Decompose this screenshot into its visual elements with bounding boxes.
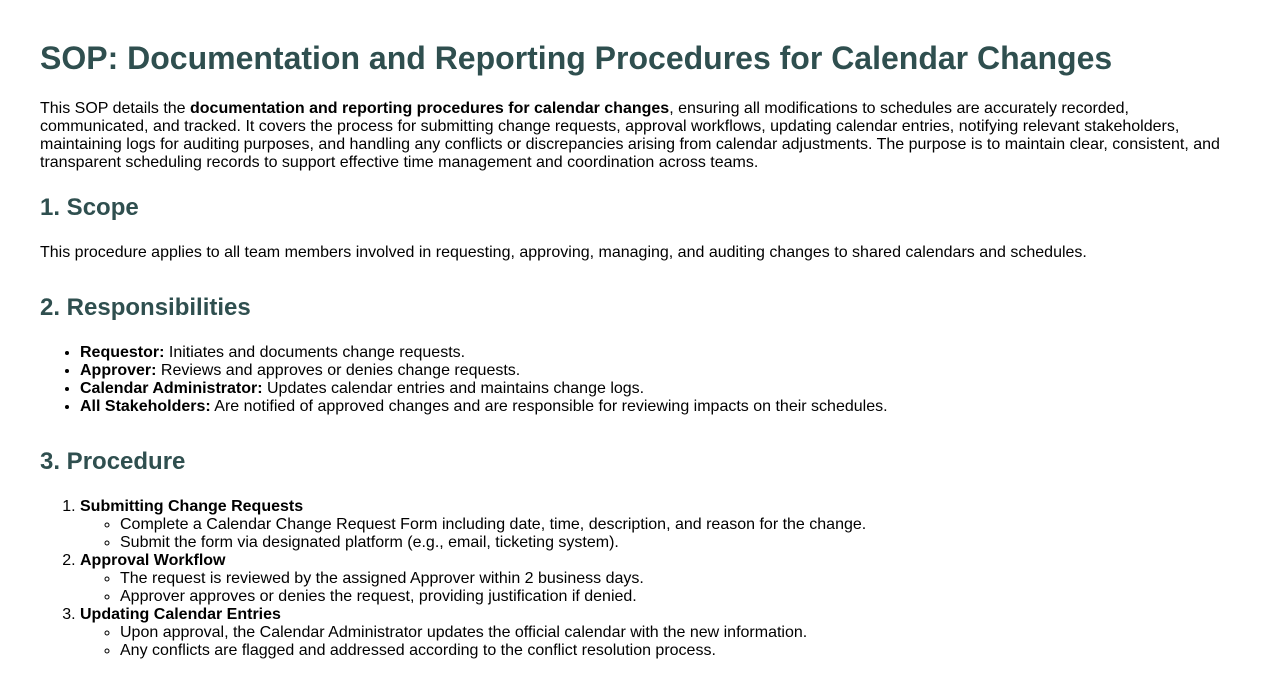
role-description: Reviews and approves or denies change requests. xyxy=(156,362,521,379)
responsibilities-list xyxy=(40,344,1223,416)
substep-item: ◦ Submit the form via designated platform (e.g., email, ticketing system). xyxy=(120,534,1223,552)
procedure-step xyxy=(80,552,1223,606)
role-label: Calendar Administrator: xyxy=(80,380,263,397)
substep-item: ◦ Approver approves or denies the request, providing justification if denied. xyxy=(120,588,1223,606)
page-title: SOP: Documentation and Reporting Procedures for Calendar Changes xyxy=(40,40,1113,76)
step-title: Updating Calendar Entries xyxy=(80,606,281,623)
responsibility-item xyxy=(80,380,1223,398)
substep-list xyxy=(80,516,1223,552)
procedure-heading: 3. Procedure xyxy=(40,448,186,475)
scope-text: This procedure applies to all team members involved in requesting, approving, managing, and auditing changes to shared calendars and schedules. xyxy=(40,244,1087,261)
substep-list xyxy=(80,624,1223,660)
substep-item: ◦ Complete a Calendar Change Request Form including date, time, description, and reason for the change. xyxy=(120,516,1223,534)
intro-text-start: This SOP details the xyxy=(40,100,190,117)
document-page xyxy=(0,39,1263,660)
scope-heading: 1. Scope xyxy=(40,194,139,221)
role-description: Updates calendar entries and maintains change logs. xyxy=(262,380,645,397)
step-title: Approval Workflow xyxy=(80,552,226,569)
procedure-step xyxy=(80,498,1223,552)
substep-item: ◦ Upon approval, the Calendar Administrator updates the official calendar with the new information. xyxy=(120,624,1223,642)
role-description: Are notified of approved changes and are responsible for reviewing impacts on their schedules. xyxy=(210,398,888,415)
responsibility-item xyxy=(80,398,1223,416)
responsibilities-heading: 2. Responsibilities xyxy=(40,294,251,321)
role-description: Initiates and documents change requests. xyxy=(164,344,466,361)
procedure-step xyxy=(80,606,1223,660)
step-title: Submitting Change Requests xyxy=(80,498,304,515)
intro-paragraph xyxy=(40,100,1223,172)
substep-list xyxy=(80,570,1223,606)
role-label: Approver: xyxy=(80,362,157,379)
responsibility-item xyxy=(80,362,1223,380)
intro-bold-phrase: documentation and reporting procedures for calendar changes xyxy=(190,100,670,117)
substep-item: ◦ Any conflicts are flagged and addressed according to the conflict resolution process. xyxy=(120,642,1223,660)
responsibility-item xyxy=(80,344,1223,362)
role-label: Requestor: xyxy=(80,344,165,361)
substep-item: ◦ The request is reviewed by the assigned Approver within 2 business days. xyxy=(120,570,1223,588)
procedure-steps-list xyxy=(40,498,1223,660)
intro-text-end: , ensuring all modifications to schedules are accurately recorded, communicated, and tracked. It covers the process for submitting change requests, approval workflows, updating calendar entries, notifying relevant stakeholders, maintaining logs for auditing purposes, and handling any conflicts or discrepancies arising from calendar adjustments. The purpose is to maintain clear, consistent, and transparent scheduling records to support effective time management and coordination across teams. xyxy=(40,100,1220,171)
role-label: All Stakeholders: xyxy=(80,398,211,415)
